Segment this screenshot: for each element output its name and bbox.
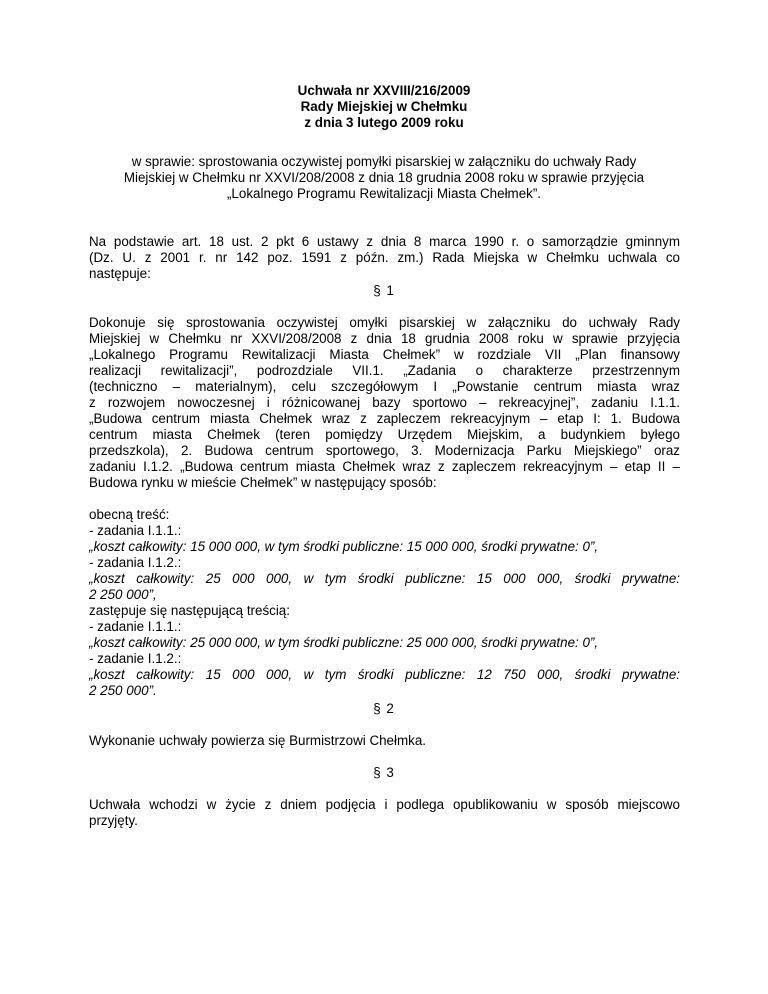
subject-line: „Lokalnego Programu Rewitalizacji Miasta Chełmek”.	[226, 186, 542, 201]
current-task2-label: - zadania I.1.2.:	[89, 555, 182, 570]
section-1-line: Budowa rynku w mieście Chełmek” w następujący sposób:	[89, 475, 437, 490]
section-3-heading: § 3	[373, 765, 395, 780]
replacement-task1-cost: „koszt całkowity: 25 000 000, w tym środki publiczne: 25 000 000, środki prywatne: 0”,	[89, 635, 599, 650]
section-1-line: Dokonuje się sprostowania oczywistej omyłki pisarskiej w załączniku do uchwały Rady	[89, 315, 680, 330]
section-1-line: z rozwojem nowoczesnej i różnicowanej bazy sportowo – rekreacyjnej”, zadaniu I.1.1.	[89, 395, 680, 410]
section-1-line: „Budowa centrum miasta Chełmek wraz z zapleczem rekreacyjnym – etap I: 1. Budowa	[89, 411, 680, 426]
section-3-body	[89, 797, 680, 829]
replacement-task2-label: - zadanie I.1.2.:	[89, 651, 182, 666]
preamble-line: Na podstawie art. 18 ust. 2 pkt 6 ustawy z dnia 8 marca 1990 r. o samorządzie gminnym	[89, 234, 680, 249]
replacement-task2-cost: „koszt całkowity: 15 000 000, w tym środki publiczne: 12 750 000, środki prywatne:	[89, 667, 680, 682]
section-1-line: Miejskiej w Chełmku nr XXVI/208/2008 z dnia 18 grudnia 2008 roku w sprawie przyjęcia	[89, 331, 680, 346]
section-3-line: Uchwała wchodzi w życie z dniem podjęcia i podlega opublikowaniu w sposób miejscowo	[89, 797, 680, 812]
section-3-line: przyjęty.	[89, 813, 138, 828]
resolution-issuer: Rady Miejskiej w Chełmku	[300, 99, 468, 114]
section-1-line: „Lokalnego Programu Rewitalizacji Miasta Chełmek” w rozdziale VII „Plan finansowy	[89, 347, 680, 362]
section-1-heading: § 1	[373, 283, 395, 298]
preamble-line: następuje:	[89, 266, 151, 281]
current-intro: obecną treść:	[89, 507, 170, 522]
current-task2-cost: „koszt całkowity: 25 000 000, w tym środki publiczne: 15 000 000, środki prywatne:	[89, 571, 680, 586]
current-task1-cost: „koszt całkowity: 15 000 000, w tym środki publiczne: 15 000 000, środki prywatne: 0”,	[89, 539, 599, 554]
section-2-heading: § 2	[373, 701, 395, 716]
section-1-line: (techniczno – materialnym), celu szczegółowym I „Powstanie centrum miasta wraz	[89, 379, 680, 394]
section-1-line: centrum miasta Chełmek (teren pomiędzy Urzędem Miejskim, a budynkiem byłego	[89, 427, 680, 442]
section-1-body	[89, 315, 680, 491]
resolution-title: Uchwała nr XXVIII/216/2009	[297, 83, 471, 98]
section-1-line: zadaniu I.1.2. „Budowa centrum miasta Chełmek wraz z zapleczem rekreacyjnym – etap II –	[89, 459, 680, 474]
preamble	[89, 234, 680, 282]
preamble-line: (Dz. U. z 2001 r. nr 142 poz. 1591 z późn. zm.) Rada Miejska w Chełmku uchwala co	[89, 250, 680, 265]
section-1-line: realizacji rewitalizacji”, podrozdziale VII.1. „Zadania o charakterze przestrzennym	[89, 363, 680, 378]
section-1-line: przedszkola), 2. Budowa centrum sportowego, 3. Modernizacja Parku Miejskiego” oraz	[89, 443, 680, 458]
section-2-body	[89, 733, 680, 749]
subject-line: Miejskiej w Chełmku nr XXVI/208/2008 z dnia 18 grudnia 2008 roku w sprawie przyjęcia	[123, 170, 645, 185]
replacement-task1-label: - zadanie I.1.1.:	[89, 619, 182, 634]
section-2-text: Wykonanie uchwały powierza się Burmistrzowi Chełmka.	[89, 733, 426, 748]
current-task2-cost-cont: 2 250 000”,	[89, 587, 157, 602]
subject-line: w sprawie: sprostowania oczywistej pomyłki pisarskiej w załączniku do uchwały Rady	[131, 154, 637, 169]
current-task1-label: - zadania I.1.1.:	[89, 523, 182, 538]
replacement-task2-cost-cont: 2 250 000”.	[89, 683, 157, 698]
current-text-block	[89, 507, 680, 603]
resolution-subject	[80, 154, 688, 202]
replacement-text-block	[89, 603, 680, 699]
resolution-date: z dnia 3 lutego 2009 roku	[304, 115, 464, 130]
replacement-intro: zastępuje się następującą treścią:	[89, 603, 290, 618]
resolution-header	[0, 83, 768, 131]
